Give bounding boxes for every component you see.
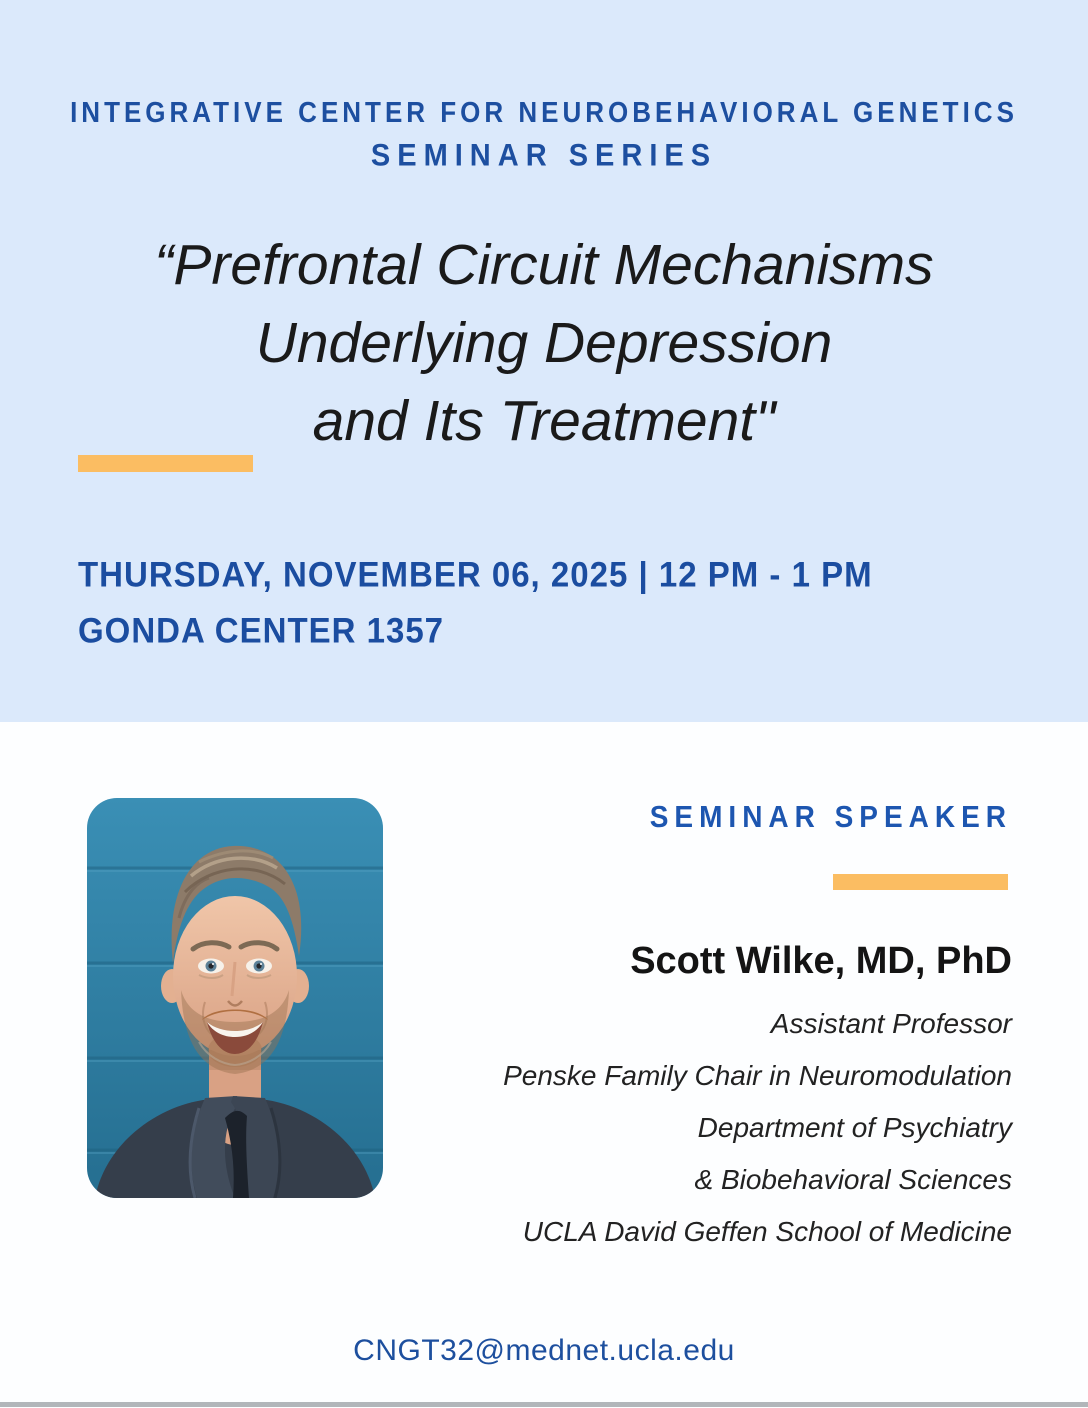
speaker-accent-bar: [833, 874, 1008, 890]
event-location: GONDA CENTER 1357: [78, 610, 445, 650]
credential-line: UCLA David Geffen School of Medicine: [522, 1216, 1012, 1247]
seminar-title-line: Underlying Depression: [255, 311, 833, 375]
credential-line: & Biobehavioral Sciences: [694, 1164, 1012, 1195]
org-name: INTEGRATIVE CENTER FOR NEUROBEHAVIORAL GENETICS: [70, 95, 1018, 129]
page-bottom-border: [0, 1402, 1088, 1407]
speaker-section-label: SEMINAR SPEAKER: [649, 800, 1012, 834]
seminar-title-line: and Its Treatment": [312, 389, 776, 453]
credential-line: Penske Family Chair in Neuromodulation: [503, 1060, 1012, 1091]
seminar-title: [0, 226, 1088, 460]
event-datetime: THURSDAY, NOVEMBER 06, 2025 | 12 PM - 1 PM: [78, 554, 873, 594]
credential-line: Department of Psychiatry: [697, 1112, 1012, 1143]
title-accent-bar: [78, 455, 253, 472]
credential-line: Assistant Professor: [770, 1008, 1012, 1039]
speaker-credentials: [503, 998, 1012, 1258]
speaker-name: Scott Wilke, MD, PhD: [630, 940, 1012, 982]
speaker-portrait-image: [87, 798, 383, 1198]
seminar-title-line: “Prefrontal Circuit Mechanisms: [154, 233, 934, 297]
speaker-photo: [87, 798, 383, 1198]
series-title: SEMINAR SERIES: [370, 138, 718, 174]
contact-email: CNGT32@mednet.ucla.edu: [353, 1334, 735, 1367]
